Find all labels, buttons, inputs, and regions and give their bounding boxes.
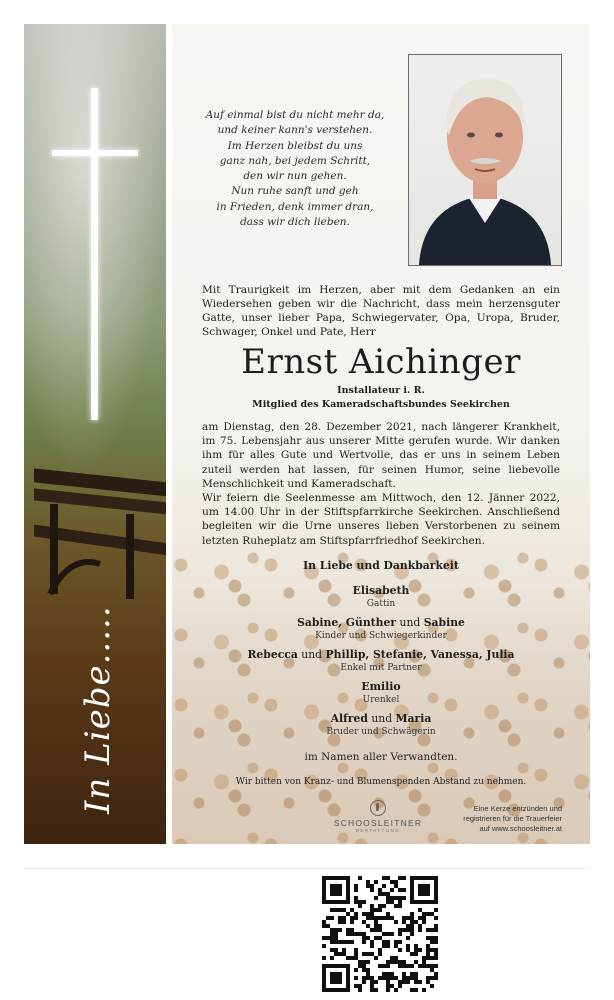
mourners-heading: In Liebe und Dankbarkeit xyxy=(303,559,459,572)
candle-info-line: Eine Kerze entzünden und xyxy=(473,804,562,813)
poem-line: ganz nah, bei jedem Schritt, xyxy=(219,154,371,167)
mourner-relation: Enkel mit Partner xyxy=(340,663,422,673)
mourner-relation: Kinder und Schwiegerkinder xyxy=(315,631,447,641)
deceased-name: Ernst Aichinger xyxy=(241,342,521,382)
cross-icon xyxy=(91,88,98,420)
intro-text: Mit Traurigkeit im Herzen, aber mit dem Gedanken an ein Wiedersehen geben wir die Nachricht, dass mein herzensguter Gatte, unser lieber Papa, Schwiegervater, Opa, Uropa, Bruder, Schwager, Onkel und Pate, Herr xyxy=(202,284,560,338)
mourner-name-text: Maria xyxy=(395,712,432,725)
mourner-name-text: Emilio xyxy=(361,680,401,693)
mourner-name xyxy=(202,680,560,693)
portrait-icon xyxy=(409,55,561,265)
mourner-name-text: Sabine xyxy=(423,616,465,629)
mourner-name-text: Phillip, Stefanie, Vanessa, Julia xyxy=(325,648,515,661)
candle-info xyxy=(444,804,562,834)
mourner-name xyxy=(202,712,560,725)
mourner-name-text: Rebecca xyxy=(247,648,298,661)
deceased-title: Installateur i. R. xyxy=(337,385,425,396)
poem-line: und keiner kann's verstehen. xyxy=(217,124,373,137)
mourner-name xyxy=(202,584,560,597)
mourner-relation: Bruder und Schwägerin xyxy=(326,727,436,737)
mourner-name xyxy=(202,616,560,629)
divider xyxy=(24,868,590,869)
on-behalf-text: im Namen aller Verwandten. xyxy=(304,751,458,763)
candle-icon xyxy=(370,800,386,816)
mourner-relation: Gattin xyxy=(366,599,396,609)
mourner-name-text: Sabine, Günther xyxy=(297,616,397,629)
mourner-name-text: Alfred xyxy=(330,712,368,725)
obituary-card xyxy=(172,24,590,844)
mourner-relation: Urenkel xyxy=(362,695,400,705)
in-liebe-script: In Liebe..... xyxy=(78,605,118,814)
portrait-photo xyxy=(408,54,562,266)
poem-line: den wir nun gehen. xyxy=(243,170,347,183)
sidebar-photo xyxy=(24,24,166,844)
poem xyxy=(200,108,390,230)
donation-request: Wir bitten von Kranz- und Blumenspenden Abstand zu nehmen. xyxy=(235,777,527,787)
funeral-paragraph: Wir feiern die Seelenmesse am Mittwoch, den 12. Jänner 2022, um 14.00 Uhr in der Stiftspfarrkirche Seekirchen. Anschließend begleiten wir die Urne unseres lieben Verstorbenen zu seinem letzten Ruheplatz am Stiftspfarrfriedhof Seekirchen. xyxy=(202,492,560,547)
logo-subtitle: BESTATTUNG xyxy=(355,828,401,833)
funeral-home-logo xyxy=(332,800,424,833)
qr-code-icon[interactable] xyxy=(322,876,438,992)
poem-line: Auf einmal bist du nicht mehr da, xyxy=(205,109,385,121)
poem-line: in Frieden, denk immer dran, xyxy=(216,200,374,213)
and-word: und xyxy=(396,616,424,629)
mourner-name xyxy=(202,648,560,661)
candle-info-line: registrieren für die Trauerfeier xyxy=(463,814,562,823)
poem-line: Im Herzen bleibst du uns xyxy=(227,139,363,152)
deceased-membership: Mitglied des Kameradschaftsbundes Seekirchen xyxy=(252,399,510,410)
cross-bar xyxy=(52,150,138,156)
mourner-name-text: Elisabeth xyxy=(352,584,410,597)
bench-icon xyxy=(30,464,166,604)
poem-line: Nun ruhe sanft und geh xyxy=(231,185,359,198)
and-word: und xyxy=(367,712,396,725)
and-word: und xyxy=(297,648,326,661)
logo-name: SCHOOSLEITNER xyxy=(333,818,423,828)
candle-info-link[interactable]: auf www.schoosleitner.at xyxy=(479,824,562,833)
death-paragraph: am Dienstag, den 28. Dezember 2021, nach längerer Krankheit, im 75. Lebensjahr aus unserer Mitte gerufen wurde. Wir danken ihm für alles Gute und Wertvolle, das er uns in seinem Leben zuteil werden hat lassen, für seinen Humor, seine liebevolle Menschlichkeit und Kameradschaft. xyxy=(202,421,560,490)
poem-line: dass wir dich lieben. xyxy=(240,216,350,229)
